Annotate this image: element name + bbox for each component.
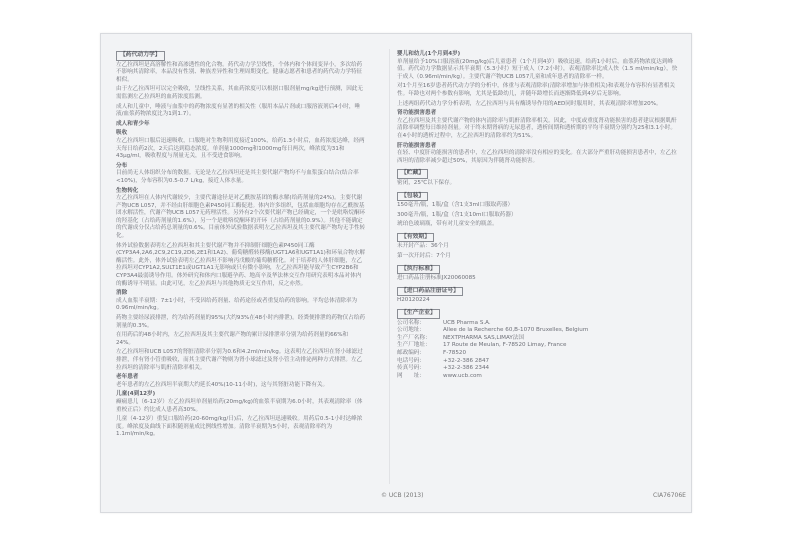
elderly-text: 老年患者的左乙拉西坦半衰期大约延长40%(10-11小时)，这与其肾脏功能下降有关。	[116, 381, 329, 388]
pk-paragraph-3: 成人和儿童中，唾液与血浆中的药物浓度有显著的相关性（服用本品片剂或口服溶液剂后4小时，唾液/血浆药物浓度比为1到1.7）。	[116, 103, 361, 118]
expiry-heading: 【有效期】	[397, 233, 434, 243]
pediatric-text: 癫痫患儿（6-12岁）左乙拉西坦单剂量给药(20mg/kg)的血浆半衰期为6.0小时，其表观清除率（体重校正后）约比成人患者高30%。	[116, 398, 363, 413]
elimination-text: 成人血浆半衰期：7±1小时，不受因给药剂量、给药途径或者重复给药的影响。平均总体清除率为0.96ml/min/kg。	[116, 297, 358, 312]
infant-paragraph-3: 上述两组药代动力学分析表明，左乙拉西坦与具有酶诱导作用的AED同时服用时，其表观清除率增加20%。	[397, 100, 662, 107]
elimination-text-2: 药物主要经尿液排泄，约为给药剂量的95%(大约93%在48小时内排泄)。经粪便排泄的药物仅占给药剂量的0.3%。	[116, 315, 365, 329]
left-column	[116, 49, 366, 441]
postal-value: F-78520	[443, 350, 467, 356]
expiry-line-1: 未开封产品：36个月	[397, 243, 449, 250]
standard-text: 进口药品注册标准JX20060085	[397, 275, 476, 282]
package-heading: 【包装】	[397, 192, 428, 202]
plant-label: 生产厂名称：	[397, 334, 431, 341]
company-row	[397, 320, 679, 328]
pediatric-heading: 儿童(4到12岁)	[116, 391, 156, 398]
biotransformation-text: 左乙拉西坦在人体内代谢较少，主要代谢途径是对乙酰胺基团的酶水解(给药剂量的24%)。主要代谢产物UCB L057，并不经由肝细胞色素P450同工酶促进。体内许多组织，包括血细胞均存在乙酰胺基团水解活性，代谢产物UCB L057无药理活性。另外有2个次要代谢产物已经确定，一个是吡咯烷酮环的羟基化（占给药剂量的1.6%），另一个是吡咯烷酮环的开环（占给药剂量的0.9%）。其他不能确定的代谢成分仅占给药总剂量的0.6%。目前体外试验数据表明左乙拉西坦及其主要代谢产物均无手性转化。	[116, 195, 366, 240]
website-label: 网 址：	[397, 372, 425, 379]
company-label: 公司名称：	[397, 319, 425, 326]
infant-paragraph-2: 对1个月至16岁患者药代动力学的分析中，体重与表观清除率(清除率增加与体重相关)和表观分布容积有显著相关性。年龄也对两个参数有影响，尤其是低龄幼儿，并随年龄增长而逐渐降低到4岁后无影响。	[397, 83, 675, 97]
license-text: H20120224	[397, 297, 430, 304]
company-value: UCB Pharma S.A.	[443, 319, 491, 326]
postal-label: 邮政编码：	[397, 350, 425, 356]
website-row	[397, 373, 679, 381]
document-code: CIA76706E	[653, 492, 686, 499]
biotransformation-heading: 生物转化	[116, 187, 139, 194]
fax-value: +32-2-386 2344	[443, 365, 490, 372]
package-line-2: 300毫升/瓶，1瓶/盒（含1支10ml口服取药器）	[397, 211, 517, 218]
elimination-text-4: 左乙拉西坦和UCB L057的肾脏清除率分别为0.6和4.2ml/min/kg。这表明左乙拉西坦在肾小球滤过排泄，伴有肾小管重吸收，而其主要代谢产物则为肾小球滤过及肾小管主动排泌两种方式排泄。左乙拉西坦的清除率与肌酐清除率相关。	[116, 349, 363, 371]
plant-row	[397, 335, 679, 343]
distribution-text: 目前尚无人体组织分布的数据。无论是左乙拉西坦还是其主要代谢产物均不与血浆蛋白结合(结合率<10%)，分布容积为0.5-0.7 L/kg，接近人体水量。	[116, 170, 359, 184]
plant-address-label: 生产厂地址：	[397, 342, 431, 349]
phone-value: +32-2-386 2847	[443, 357, 490, 364]
storage-text: 密闭，25℃以下保存。	[397, 179, 456, 186]
plant-address-row	[397, 342, 679, 350]
fax-row	[397, 365, 679, 373]
pediatric-text-2: 儿童（4-12岁）重复口服给药(20-60mg/kg/日)后，左乙拉西坦迅速吸收。用药后0.5-1小时达峰浓度。峰浓度及曲线下面积随剂量成比例线性增加。清除半衰期为5小时，表观清除率约为1.1ml/min/kg。	[116, 416, 363, 438]
package-line-1: 150毫升/瓶，1瓶/盒（含1支3ml口服取药器）	[397, 202, 514, 209]
manufacturer-heading: 【生产企业】	[397, 309, 440, 319]
plant-value: NEXTPHARMA SAS,LIMAY法国	[443, 334, 524, 341]
phone-row	[397, 358, 679, 366]
elimination-text-3: 在用药后的48小时内，左乙拉西坦及其主要代谢产物的累计尿排泄率分别为给药剂量的66%和24%。	[116, 332, 349, 346]
leaflet-sheet	[100, 33, 692, 513]
storage-heading: 【贮藏】	[397, 169, 428, 179]
package-line-3: 琥珀色玻璃瓶，带有对儿童安全的瓶盖。	[397, 221, 498, 228]
company-address-row	[397, 327, 679, 335]
right-column	[397, 49, 679, 380]
pk-paragraph-2: 由于左乙拉西坦可以完全吸收，呈线性关系，其血药浓度可以根据口服剂量mg/kg进行预测，因此无需监测左乙拉西坦的血药浓度监测。	[116, 86, 364, 100]
distribution-heading: 分布	[116, 162, 128, 169]
elimination-heading: 消除	[116, 290, 128, 297]
elderly-heading: 老年患者	[116, 374, 139, 381]
hepatic-heading: 肝功能损害患者	[397, 142, 437, 149]
fax-label: 传真号码：	[397, 365, 425, 372]
absorption-heading: 吸收	[116, 130, 128, 137]
hepatic-text: 在轻、中度肝功能损害的患者中，左乙拉西坦的清除率没有相应的变化。在大部分严重肝功能损害患者中，左乙拉西坦的清除率减少超过50%，其原因为伴随肾功能损害。	[397, 150, 677, 164]
absorption-text: 左乙拉西坦口服后迅速吸收，口服绝对生物利用度接近100%，给药1.3小时后，血药浓度达峰，经两天每日给药2次，2天后达到稳态浓度。单剂量1000mg和1000mg每日两次，峰浓度为31和43μg/ml，吸收程度与剂量无关，且不受进食影响。	[116, 137, 365, 160]
renal-heading: 肾功能损害患者	[397, 110, 437, 117]
license-heading: 【进口药品注册证号】	[397, 287, 463, 297]
infant-heading: 婴儿和幼儿(1个月到4岁)	[397, 51, 461, 57]
company-address-value: Allee de la Recherche 60,B-1070 Bruxelles, Belgium	[443, 327, 589, 334]
copyright-text: © UCB (2013)	[381, 492, 424, 499]
standard-heading: 【执行标准】	[397, 265, 440, 275]
postal-row	[397, 350, 679, 358]
phone-label: 电话号码：	[397, 357, 425, 364]
pk-paragraph-1: 左乙拉西坦是高溶解性和高渗透性的化合物。药代动力学呈线性，个体内和个体间变异小，多次给药不影响其清除率，本品没有性别、种族差异性和生理周期变化，健康志愿者和患者的药代动力学特征相似。	[116, 61, 363, 83]
biotransformation-text-2: 体外试验数据表明左乙拉西坦和其主要代谢产物并不抑制肝细胞色素P450同工酶(CYP3A4,2A6,2C9,2C19,2D6,2E1和1A2)、葡萄糖醛转移酶(UGT1A6和UGT1A1)和环氧合物水解酶活性。此外，体外试验表明左乙拉西坦不影响丙戊酸的葡萄糖醛化。对于培养的人体肝细胞，左乙拉西坦对CYP1A2,SULT1E1或UGT1A1无影响或只有微小影响，左乙拉西坦能导致产生CYP2B6和CYP3A4最弱诱导作用。体外研究和体内口服避孕药、地高辛及华法林交互作用研究表明本品对体内的酶诱导不明显。由此可见，左乙拉西坦与其他物质无交互作用，反之亦然。	[116, 242, 366, 287]
column-divider	[389, 49, 390, 484]
company-address-label: 公司地址：	[397, 327, 425, 334]
pharmacokinetics-heading: 【药代动力学】	[116, 51, 165, 61]
adult-heading: 成人和青少年	[116, 120, 150, 127]
renal-text: 左乙拉西坦及其主要代谢产物的体内清除率与肌酐清除率相关。因此，中度或重度肾功能损害的患者建议根据肌酐清除率调整每日维持剂量。对于终末期肾病的无尿患者，透析间期和透析期的平均半衰期分别约为25和3.1小时。在4小时的透析过程中，左乙拉西坦的清除率约为51%。	[397, 117, 677, 139]
plant-address-value: 17 Route de Meulan, F-78520 Limay, France	[443, 342, 567, 349]
website-link[interactable]: www.ucb.com	[443, 372, 482, 379]
infant-paragraph-1: 单剂量给予10%口服溶液(20mg/kg)后儿童患者（1个月到4岁）吸收迅速，给药1小时后，血浆药物浓度达到峰值。药代动力学数据显示其半衰期（5.3小时）短于成人（7.2小时），表观清除率比成人快（1.5 ml/min/kg），快于成人（0.96ml/min/kg）。主要代谢产物UCB L057儿童和成年患者的清除率一样。	[397, 58, 678, 80]
expiry-line-2: 第一次开封后：7个月	[397, 253, 451, 260]
